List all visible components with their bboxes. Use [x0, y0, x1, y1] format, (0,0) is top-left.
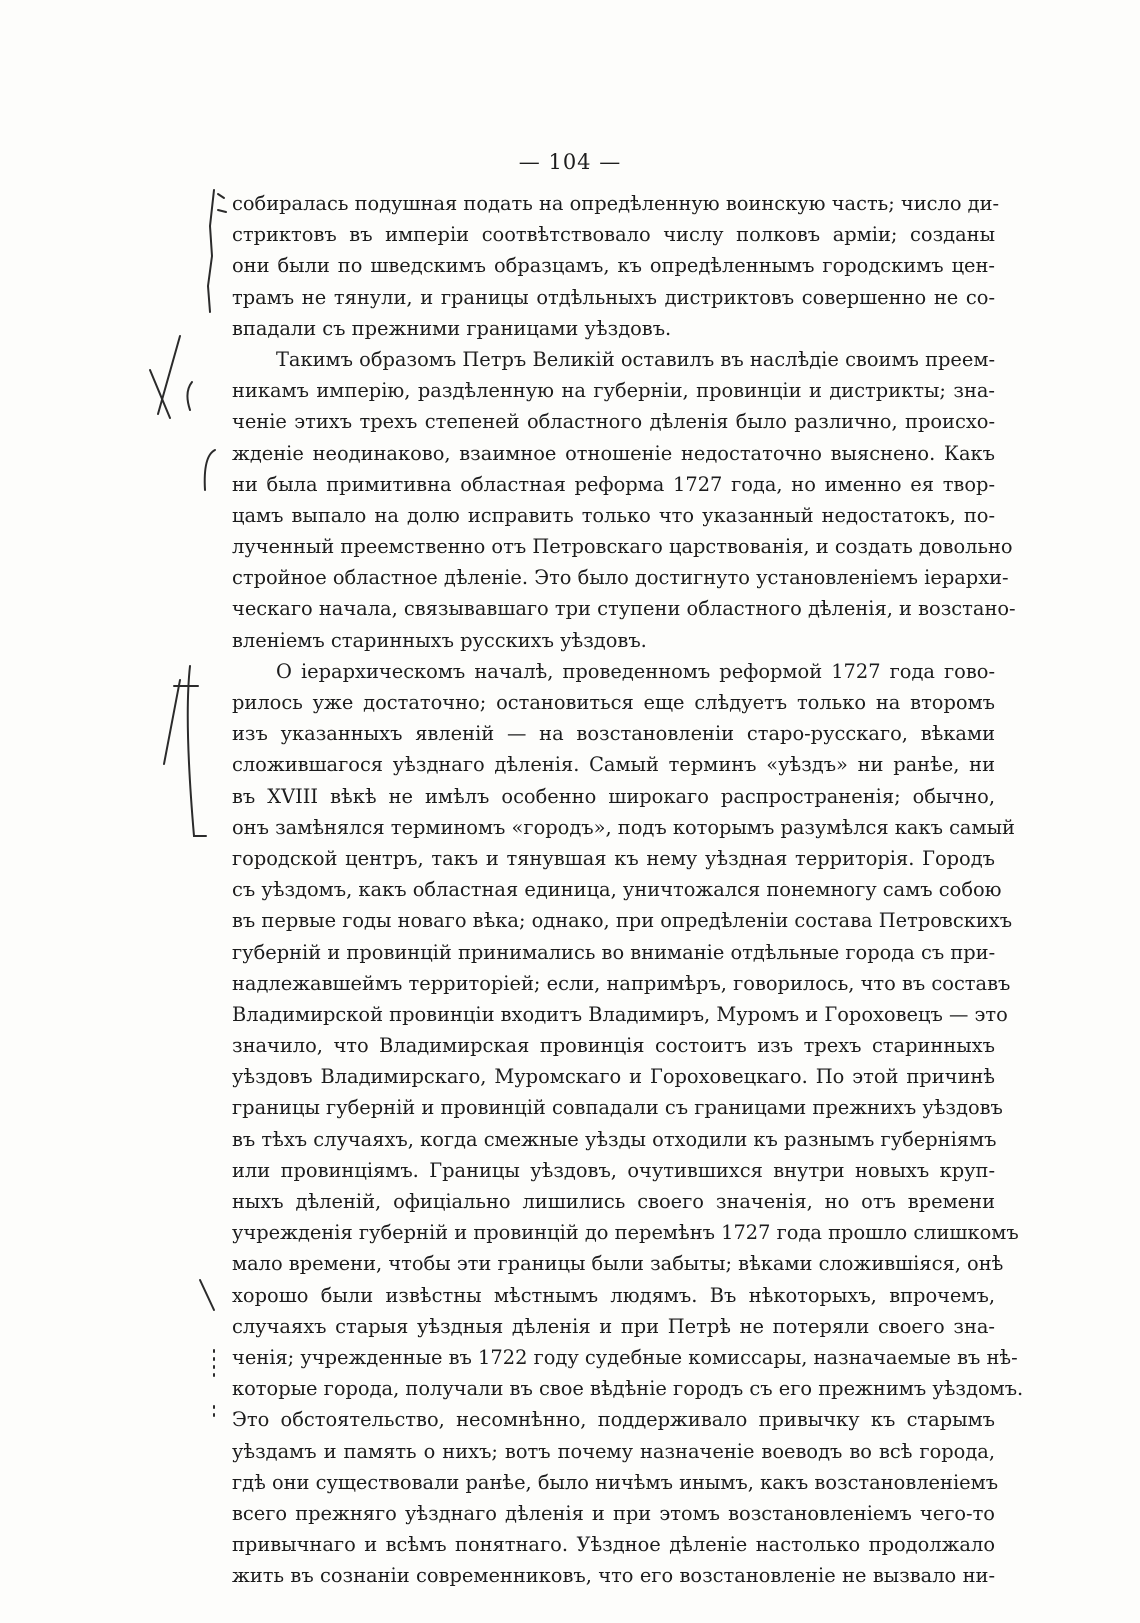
- text-line: привычнаго и всѣмъ понятнаго. Уѣздное дѣленіе настолько продолжало: [232, 1533, 995, 1557]
- margin-tick-mark: [194, 1276, 224, 1316]
- text-line: сложившагося уѣзднаго дѣленія. Самый терминъ «уѣздъ» ни ранѣе, ни: [232, 753, 995, 777]
- text-line: они были по шведскимъ образцамъ, къ опредѣленнымъ городскимъ цен-: [232, 254, 995, 278]
- text-line: никамъ имперію, раздѣленную на губерніи, провинціи и дистрикты; зна-: [232, 379, 995, 403]
- text-line: Это обстоятельство, несомнѣнно, поддерживало привычку къ старымъ: [232, 1408, 995, 1432]
- margin-dots-mark: [208, 1346, 222, 1426]
- text-line: ченіе этихъ трехъ степеней областного дѣленія было различно, происхо-: [232, 410, 995, 434]
- text-line: Владимирской провинціи входитъ Владимиръ, Муромъ и Гороховецъ — это: [232, 1002, 1008, 1026]
- text-line: впадали съ прежними границами уѣздовъ.: [232, 316, 672, 340]
- text-line: ныхъ дѣленій, офиціально лишились своего значенія, но отъ времени: [232, 1190, 995, 1213]
- text-line: городской центръ, такъ и тянувшая къ нему уѣздная территорія. Городъ: [232, 846, 995, 870]
- margin-bracket-middle-mark: [150, 660, 230, 840]
- paragraph-3: [232, 656, 1024, 1592]
- text-line: гдѣ они существовали ранѣе, было ничѣмъ инымъ, какъ возстановленіемъ: [232, 1470, 999, 1494]
- margin-paren-mark: [195, 446, 225, 494]
- text-line: онъ замѣнялся терминомъ «городъ», подъ которымъ разумѣлся какъ самый: [232, 815, 1015, 839]
- paragraph-1: [232, 188, 1000, 344]
- text-line: значило, что Владимирская провинція состоитъ изъ трехъ старинныхъ: [232, 1034, 995, 1058]
- text-line: надлежавшеймъ территоріей; если, напримѣръ, говорилось, что въ составъ: [232, 971, 1011, 995]
- margin-bracket-top-mark: [196, 186, 236, 316]
- text-line: въ XVIII вѣкѣ не имѣлъ особенно широкаго распространенія; обычно,: [232, 784, 995, 808]
- text-line: съ уѣздомъ, какъ областная единица, уничтожался понемногу самъ собою: [232, 878, 1002, 902]
- text-line: въ тѣхъ случаяхъ, когда смежные уѣзды отходили къ разнымъ губерніямъ: [232, 1127, 997, 1151]
- page-number: — 104 —: [518, 150, 622, 174]
- text-line: уѣздамъ и память о нихъ; вотъ почему назначеніе воеводъ во всѣ города,: [232, 1439, 995, 1463]
- text-line: жденіе неодинаково, взаимное отношеніе недостаточно выяснено. Какъ: [232, 441, 995, 465]
- text-line: собиралась подушная подать на опредѣленную воинскую часть; число ди-: [232, 192, 1000, 215]
- text-line: изъ указанныхъ явленій — на возстановленіи старо-русскаго, вѣками: [232, 722, 995, 746]
- text-line: рилось уже достаточно; остановиться еще слѣдуетъ только на второмъ: [232, 691, 995, 714]
- text-line: стройное областное дѣленіе. Это было достигнуто установленіемъ іерархи-: [232, 566, 1009, 590]
- text-line: границы губерній и провинцій совпадали съ границами прежнихъ уѣздовъ: [232, 1096, 1003, 1120]
- text-line: учрежденія губерній и провинцій до перемѣнъ 1727 года прошло слишкомъ: [232, 1221, 1019, 1245]
- text-line: лученный преемственно отъ Петровскаго царствованія, и создать довольно: [232, 535, 1013, 559]
- text-line: жить въ сознаніи современниковъ, что его возстановленіе не вызвало ни-: [232, 1564, 995, 1588]
- text-line: ченія; учрежденные въ 1722 году судебные комиссары, назначаемые въ нѣ-: [232, 1345, 1018, 1369]
- text-line: или провинціямъ. Границы уѣздовъ, очутившихся внутри новыхъ круп-: [232, 1158, 995, 1182]
- body-text: [232, 188, 1024, 1591]
- text-line: всего прежняго уѣзднаго дѣленія и при этомъ возстановленіемъ чего-то: [232, 1501, 995, 1525]
- text-line: ческаго начала, связывавшаго три ступени областного дѣленія, и возстано-: [232, 597, 1016, 621]
- paragraph-2: [232, 344, 1016, 656]
- text-line: губерній и провинцій принимались во вниманіе отдѣльные города съ при-: [232, 940, 996, 964]
- text-line: ни была примитивна областная реформа 1727 года, но именно ея твор-: [232, 472, 995, 496]
- text-line: стриктовъ въ имперіи соотвѣтствовало числу полковъ арміи; созданы: [232, 223, 995, 247]
- text-line: трамъ не тянули, и границы отдѣльныхъ дистриктовъ совершенно не со-: [232, 285, 995, 309]
- text-line: случаяхъ старыя уѣздныя дѣленія и при Петрѣ не потеряли своего зна-: [232, 1314, 995, 1338]
- margin-cross-mark: [140, 330, 220, 420]
- text-line: хорошо были извѣстны мѣстнымъ людямъ. Въ нѣкоторыхъ, впрочемъ,: [232, 1283, 995, 1307]
- text-line: вленіемъ старинныхъ русскихъ уѣздовъ.: [232, 628, 647, 652]
- text-line: цамъ выпало на долю исправить только что указанный недостатокъ, по-: [232, 503, 995, 527]
- text-line: О іерархическомъ началѣ, проведенномъ реформой 1727 года гово-: [276, 659, 995, 683]
- text-line: мало времени, чтобы эти границы были забыты; вѣками сложившіяся, онѣ: [232, 1252, 1004, 1276]
- text-line: которые города, получали въ свое вѣдѣніе городъ съ его прежнимъ уѣздомъ.: [232, 1377, 1024, 1401]
- text-line: Такимъ образомъ Петръ Великій оставилъ въ наслѣдіе своимъ преем-: [276, 347, 995, 371]
- text-line: уѣздовъ Владимирскаго, Муромскаго и Гороховецкаго. По этой причинѣ: [232, 1065, 995, 1089]
- text-line: въ первые годы новаго вѣка; однако, при опредѣленіи состава Петровскихъ: [232, 909, 1013, 933]
